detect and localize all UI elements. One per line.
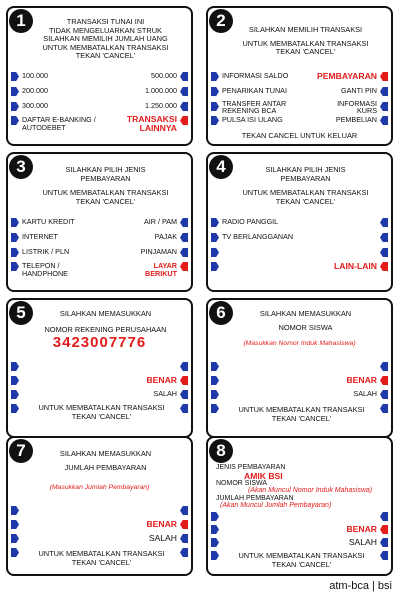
right-arrow-icon[interactable] (180, 102, 188, 111)
student-number-label: NOMOR SISWA (216, 480, 268, 487)
step-number-badge: 8 (209, 439, 233, 463)
message-line: TEKAN 'CANCEL' (275, 196, 336, 206)
right-arrow-icon-highlighted[interactable] (180, 116, 188, 125)
atm-screen-1 (6, 6, 193, 146)
screen-footer (218, 552, 385, 569)
message-line: SILAHKAN MEMASUKKAN (59, 309, 152, 318)
payment-amount-hint: (Akan Muncul Jumlah Pembayaran) (220, 502, 332, 509)
option-300000[interactable]: 300.000 (22, 101, 48, 110)
step-number-badge: 2 (209, 9, 233, 33)
step-number-badge: 6 (209, 301, 233, 325)
option-listrik-pln[interactable]: LISTRIK / PLN (22, 247, 70, 256)
screen-footer (18, 550, 185, 567)
option-pembelian[interactable]: PEMBELIAN (335, 115, 377, 124)
atm-screen-6 (206, 298, 393, 438)
right-arrow-icon[interactable] (380, 512, 388, 521)
right-arrow-icon[interactable] (380, 102, 388, 111)
step-number-badge: 1 (9, 9, 33, 33)
left-arrow-icon[interactable] (11, 390, 19, 399)
message-line: UNTUK MEMBATALKAN TRANSAKSI (42, 42, 169, 52)
option-ganti-pin[interactable]: GANTI PIN (341, 86, 377, 95)
footer-line: TEKAN 'CANCEL' (71, 557, 132, 567)
option-informasi-kurs[interactable]: INFORMASI KURS (337, 99, 377, 115)
account-number: 3423007776 (52, 334, 147, 351)
option-informasi-saldo[interactable]: INFORMASI SALDO (222, 71, 289, 80)
message-line: SILAHKAN MEMILIH JUMLAH UANG (43, 34, 168, 44)
option-benar[interactable]: BENAR (346, 524, 377, 534)
message-line: UNTUK MEMBATALKAN TRANSAKSI (242, 38, 369, 48)
option-salah[interactable]: SALAH (148, 533, 177, 543)
left-arrow-icon[interactable] (211, 362, 219, 371)
footer-line: TEKAN 'CANCEL' (71, 411, 132, 421)
atm-screen-8 (206, 436, 393, 576)
left-arrow-icon[interactable] (11, 262, 19, 271)
left-arrow-icon[interactable] (211, 512, 219, 521)
option-pulsa-isi-ulang[interactable]: PULSA ISI ULANG (222, 115, 283, 124)
message-line: SILAHKAN PILIH JENIS (65, 165, 146, 174)
option-benar[interactable]: BENAR (146, 375, 177, 385)
footer-line: UNTUK MEMBATALKAN TRANSAKSI (38, 403, 165, 412)
left-arrow-icon[interactable] (211, 233, 219, 242)
option-salah[interactable]: SALAH (353, 389, 377, 398)
screen-message (26, 166, 185, 206)
option-pinjaman[interactable]: PINJAMAN (140, 247, 177, 256)
right-arrow-icon-highlighted[interactable] (380, 262, 388, 271)
left-arrow-icon[interactable] (211, 72, 219, 81)
right-arrow-icon-highlighted[interactable] (180, 262, 188, 271)
atm-screen-5 (6, 298, 193, 438)
atm-screen-7 (6, 436, 193, 576)
message-line: TEKAN 'CANCEL' (275, 47, 336, 57)
left-arrow-icon[interactable] (211, 248, 219, 257)
step-number-badge: 4 (209, 155, 233, 179)
option-layar-berikut[interactable]: LAYAR BERIKUT (145, 261, 177, 278)
message-line: PEMBAYARAN (280, 173, 331, 183)
right-arrow-icon-highlighted[interactable] (380, 376, 388, 385)
left-arrow-icon[interactable] (11, 87, 19, 96)
option-radio-panggil[interactable]: RADIO PANGGIL (222, 217, 279, 226)
option-internet[interactable]: INTERNET (22, 232, 58, 241)
screen-message (26, 310, 185, 334)
option-500000[interactable]: 500.000 (151, 71, 177, 80)
right-arrow-icon-highlighted[interactable] (380, 525, 388, 534)
option-tv-berlangganan[interactable]: TV BERLANGGANAN (222, 232, 294, 241)
payment-type-label: JENIS PEMBAYARAN (216, 464, 286, 471)
footer-line: TEKAN 'CANCEL' (271, 413, 332, 423)
left-arrow-icon[interactable] (211, 116, 219, 125)
right-arrow-icon[interactable] (180, 72, 188, 81)
option-salah[interactable]: SALAH (348, 537, 377, 547)
footer-line: UNTUK MEMBATALKAN TRANSAKSI (38, 549, 165, 558)
right-arrow-icon[interactable] (380, 390, 388, 399)
left-arrow-icon[interactable] (211, 218, 219, 227)
option-air-pam[interactable]: AIR / PAM (143, 217, 177, 226)
right-arrow-icon[interactable] (180, 87, 188, 96)
message-line: TEKAN 'CANCEL' (75, 51, 136, 61)
option-1000000[interactable]: 1.000.000 (145, 86, 177, 95)
left-arrow-icon[interactable] (11, 248, 19, 257)
option-100000[interactable]: 100.000 (22, 71, 48, 80)
left-arrow-icon[interactable] (11, 218, 19, 227)
screen-message (226, 26, 385, 57)
left-arrow-icon[interactable] (11, 102, 19, 111)
left-arrow-icon[interactable] (211, 376, 219, 385)
option-transaksi-lainnya[interactable]: TRANSAKSI LAINNYA (126, 114, 177, 133)
left-arrow-icon[interactable] (11, 72, 19, 81)
message-line: UNTUK MEMBATALKAN TRANSAKSI (242, 188, 369, 198)
option-transfer[interactable]: TRANSFER ANTAR REKENING BCA (222, 99, 287, 115)
atm-screen-2 (206, 6, 393, 146)
screen-footer (218, 406, 385, 423)
payment-type-value: AMIK BSI (244, 471, 283, 481)
option-kartu-kredit[interactable]: KARTU KREDIT (22, 217, 75, 226)
right-arrow-icon[interactable] (380, 116, 388, 125)
message-line: SILAHKAN MEMILIH TRANSAKSI (248, 25, 363, 34)
message-line: SILAHKAN PILIH JENIS (265, 165, 346, 174)
option-lain-lain[interactable]: LAIN-LAIN (334, 261, 377, 271)
left-arrow-icon[interactable] (11, 362, 19, 371)
option-benar[interactable]: BENAR (146, 519, 177, 529)
message-line: SILAHKAN MEMASUKKAN (259, 309, 352, 318)
option-benar[interactable]: BENAR (346, 375, 377, 385)
right-arrow-icon[interactable] (180, 362, 188, 371)
option-daftar-ebanking[interactable]: DAFTAR E-BANKING / AUTODEBET (22, 115, 96, 132)
right-arrow-icon[interactable] (380, 87, 388, 96)
footer-line: UNTUK MEMBATALKAN TRANSAKSI (238, 405, 365, 414)
footer-line: TEKAN 'CANCEL' (271, 559, 332, 569)
left-arrow-icon[interactable] (11, 520, 19, 529)
input-hint: (Masukkan Jumlah Pembayaran) (49, 484, 150, 491)
input-hint: (Masukkan Nomor Induk Mahasiswa) (243, 340, 356, 347)
left-arrow-icon[interactable] (211, 525, 219, 534)
screen-footer (18, 404, 185, 421)
payment-amount-label: JUMLAH PEMBAYARAN (216, 495, 294, 502)
right-arrow-icon[interactable] (380, 233, 388, 242)
message-line: SILAHKAN MEMASUKKAN (59, 449, 152, 458)
atm-screen-4 (206, 152, 393, 292)
message-line: TEKAN 'CANCEL' (75, 196, 136, 206)
credit-text: atm-bca | bsi (329, 580, 392, 592)
right-arrow-icon[interactable] (180, 534, 188, 543)
screen-message (226, 166, 385, 206)
step-number-badge: 3 (9, 155, 33, 179)
right-arrow-icon[interactable] (380, 362, 388, 371)
message-line: TRANSAKSI TUNAI INI (66, 17, 145, 26)
screen-footer: TEKAN CANCEL UNTUK KELUAR (241, 131, 358, 140)
option-telepon-handphone[interactable]: TELEPON / HANDPHONE (22, 261, 68, 278)
screen-message (226, 310, 385, 332)
right-arrow-icon[interactable] (180, 390, 188, 399)
left-arrow-icon[interactable] (11, 233, 19, 242)
step-number-badge: 5 (9, 301, 33, 325)
right-arrow-icon[interactable] (180, 506, 188, 515)
option-200000[interactable]: 200.000 (22, 86, 48, 95)
left-arrow-icon[interactable] (11, 376, 19, 385)
message-line: UNTUK MEMBATALKAN TRANSAKSI (42, 188, 169, 198)
left-arrow-icon[interactable] (11, 506, 19, 515)
left-arrow-icon[interactable] (211, 102, 219, 111)
atm-screen-3 (6, 152, 193, 292)
screen-message (26, 18, 185, 61)
left-arrow-icon[interactable] (211, 538, 219, 547)
message-line: NOMOR REKENING PERUSAHAAN (44, 324, 167, 334)
message-line: PEMBAYARAN (80, 173, 131, 183)
message-line: JUMLAH PEMBAYARAN (64, 462, 147, 472)
step-number-badge: 7 (9, 439, 33, 463)
left-arrow-icon[interactable] (211, 390, 219, 399)
student-number-hint: (Akan Muncul Nomor Induk Mahasiswa) (248, 487, 373, 494)
right-arrow-icon[interactable] (380, 538, 388, 547)
screen-message (26, 450, 185, 472)
footer-line: UNTUK MEMBATALKAN TRANSAKSI (238, 551, 365, 560)
left-arrow-icon[interactable] (211, 262, 219, 271)
right-arrow-icon[interactable] (380, 218, 388, 227)
option-pajak[interactable]: PAJAK (154, 232, 177, 241)
option-pembayaran[interactable]: PEMBAYARAN (316, 71, 377, 81)
right-arrow-icon-highlighted[interactable] (180, 376, 188, 385)
option-salah[interactable]: SALAH (153, 389, 177, 398)
right-arrow-icon[interactable] (180, 233, 188, 242)
message-line: NOMOR SISWA (278, 322, 333, 332)
left-arrow-icon[interactable] (11, 116, 19, 125)
right-arrow-icon-highlighted[interactable] (180, 520, 188, 529)
right-arrow-icon[interactable] (180, 248, 188, 257)
left-arrow-icon[interactable] (11, 534, 19, 543)
right-arrow-icon[interactable] (180, 218, 188, 227)
option-penarikan-tunai[interactable]: PENARIKAN TUNAI (222, 86, 287, 95)
right-arrow-icon-highlighted[interactable] (380, 72, 388, 81)
message-line: TIDAK MENGELUARKAN STRUK (49, 25, 162, 35)
left-arrow-icon[interactable] (211, 87, 219, 96)
right-arrow-icon[interactable] (380, 248, 388, 257)
option-1250000[interactable]: 1.250.000 (145, 101, 177, 110)
